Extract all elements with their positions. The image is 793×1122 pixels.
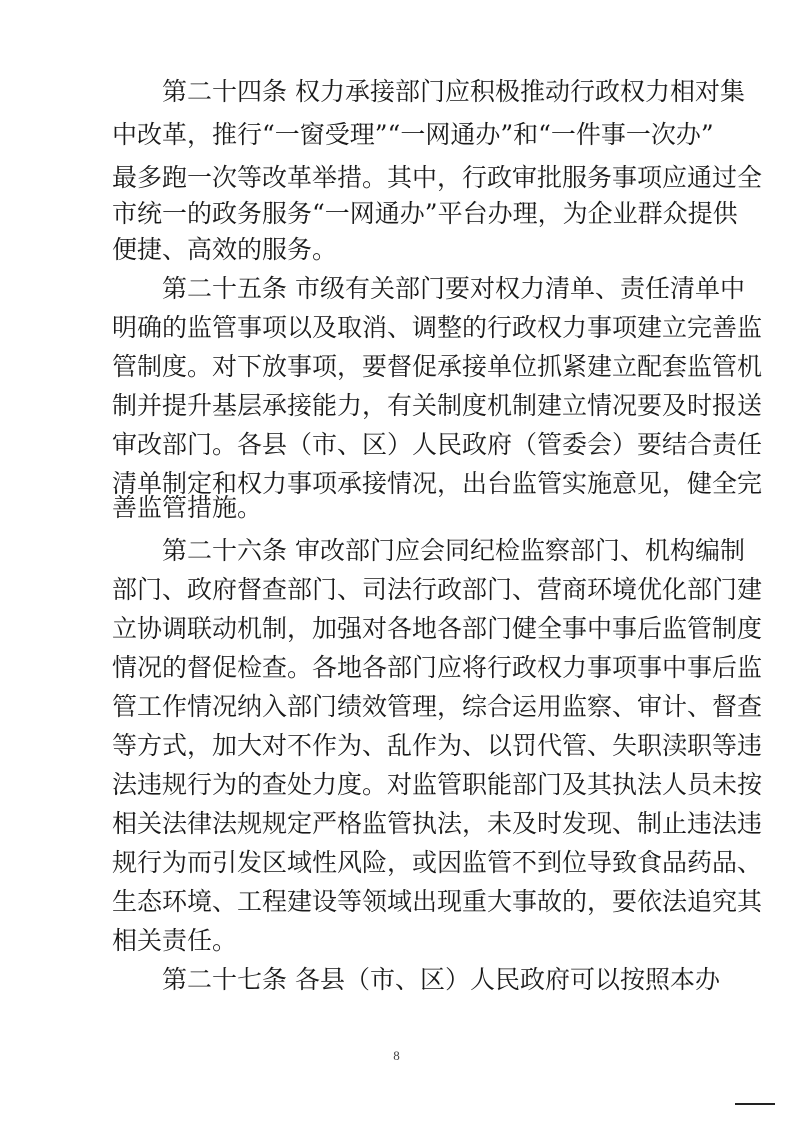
article-25-line-2: 明确的监管事项以及取消、调整的行政权力事项建立完善监 [112, 313, 763, 342]
article-24-line-5: 便捷、高效的服务。 [112, 235, 338, 264]
article-26-line-8: 相关法律法规规定严格监管执法，未及时发现、制止违法违 [112, 809, 763, 838]
article-26-line-6: 等方式，加大对不作为、乱作为、以罚代管、失职渎职等违 [112, 731, 763, 760]
article-26-line-3: 立协调联动机制，加强对各地各部门健全事中事后监管制度 [112, 614, 763, 643]
article-26-line-2: 部门、政府督查部门、司法行政部门、营商环境优化部门建 [112, 575, 763, 604]
article-25-line-4: 制并提升基层承接能力，有关制度机制建立情况要及时报送 [112, 391, 763, 420]
article-26-line-11: 相关责任。 [112, 926, 238, 955]
article-25-line-1: 第二十五条 市级有关部门要对权力清单、责任清单中 [162, 274, 745, 303]
article-26-line-5: 管工作情况纳入部门绩效管理，综合运用监察、审计、督查 [112, 692, 763, 721]
article-26-line-9: 规行为而引发区域性风险，或因监管不到位导致食品药品、 [112, 848, 763, 877]
article-26-line-7: 法违规行为的查处力度。对监管职能部门及其执法人员未按 [112, 770, 763, 799]
article-25-line-6: 清单制定和权力事项承接情况，出台监管实施意见，健全完 [112, 469, 763, 498]
article-25-line-7: 善监管措施。 [112, 493, 263, 522]
article-24-line-1: 第二十四条 权力承接部门应积极推动行政权力相对集 [162, 77, 745, 106]
scan-edge-mark [735, 1103, 775, 1105]
article-24-line-3: 最多跑一次等改革举措。其中，行政审批服务事项应通过全 [112, 163, 763, 192]
article-26-line-4: 情况的督促检查。各地各部门应将行政权力事项事中事后监 [112, 653, 763, 682]
article-24-line-4: 市统一的政务服务“一网通办”平台办理，为企业群众提供 [112, 199, 738, 228]
article-27-line-1: 第二十七条 各县（市、区）人民政府可以按照本办 [162, 965, 720, 994]
article-26-line-10: 生态环境、工程建设等领域出现重大事故的，要依法追究其 [112, 887, 763, 916]
page-number: 8 [393, 1048, 400, 1063]
article-25-line-5: 审改部门。各县（市、区）人民政府（管委会）要结合责任 [112, 430, 763, 459]
article-24-line-2: 中改革，推行“一窗受理”“一网通办”和“一件事一次办” [112, 120, 714, 149]
article-25-line-3: 管制度。对下放事项，要督促承接单位抓紧建立配套监管机 [112, 352, 763, 381]
article-26-line-1: 第二十六条 审改部门应会同纪检监察部门、机构编制 [162, 536, 745, 565]
